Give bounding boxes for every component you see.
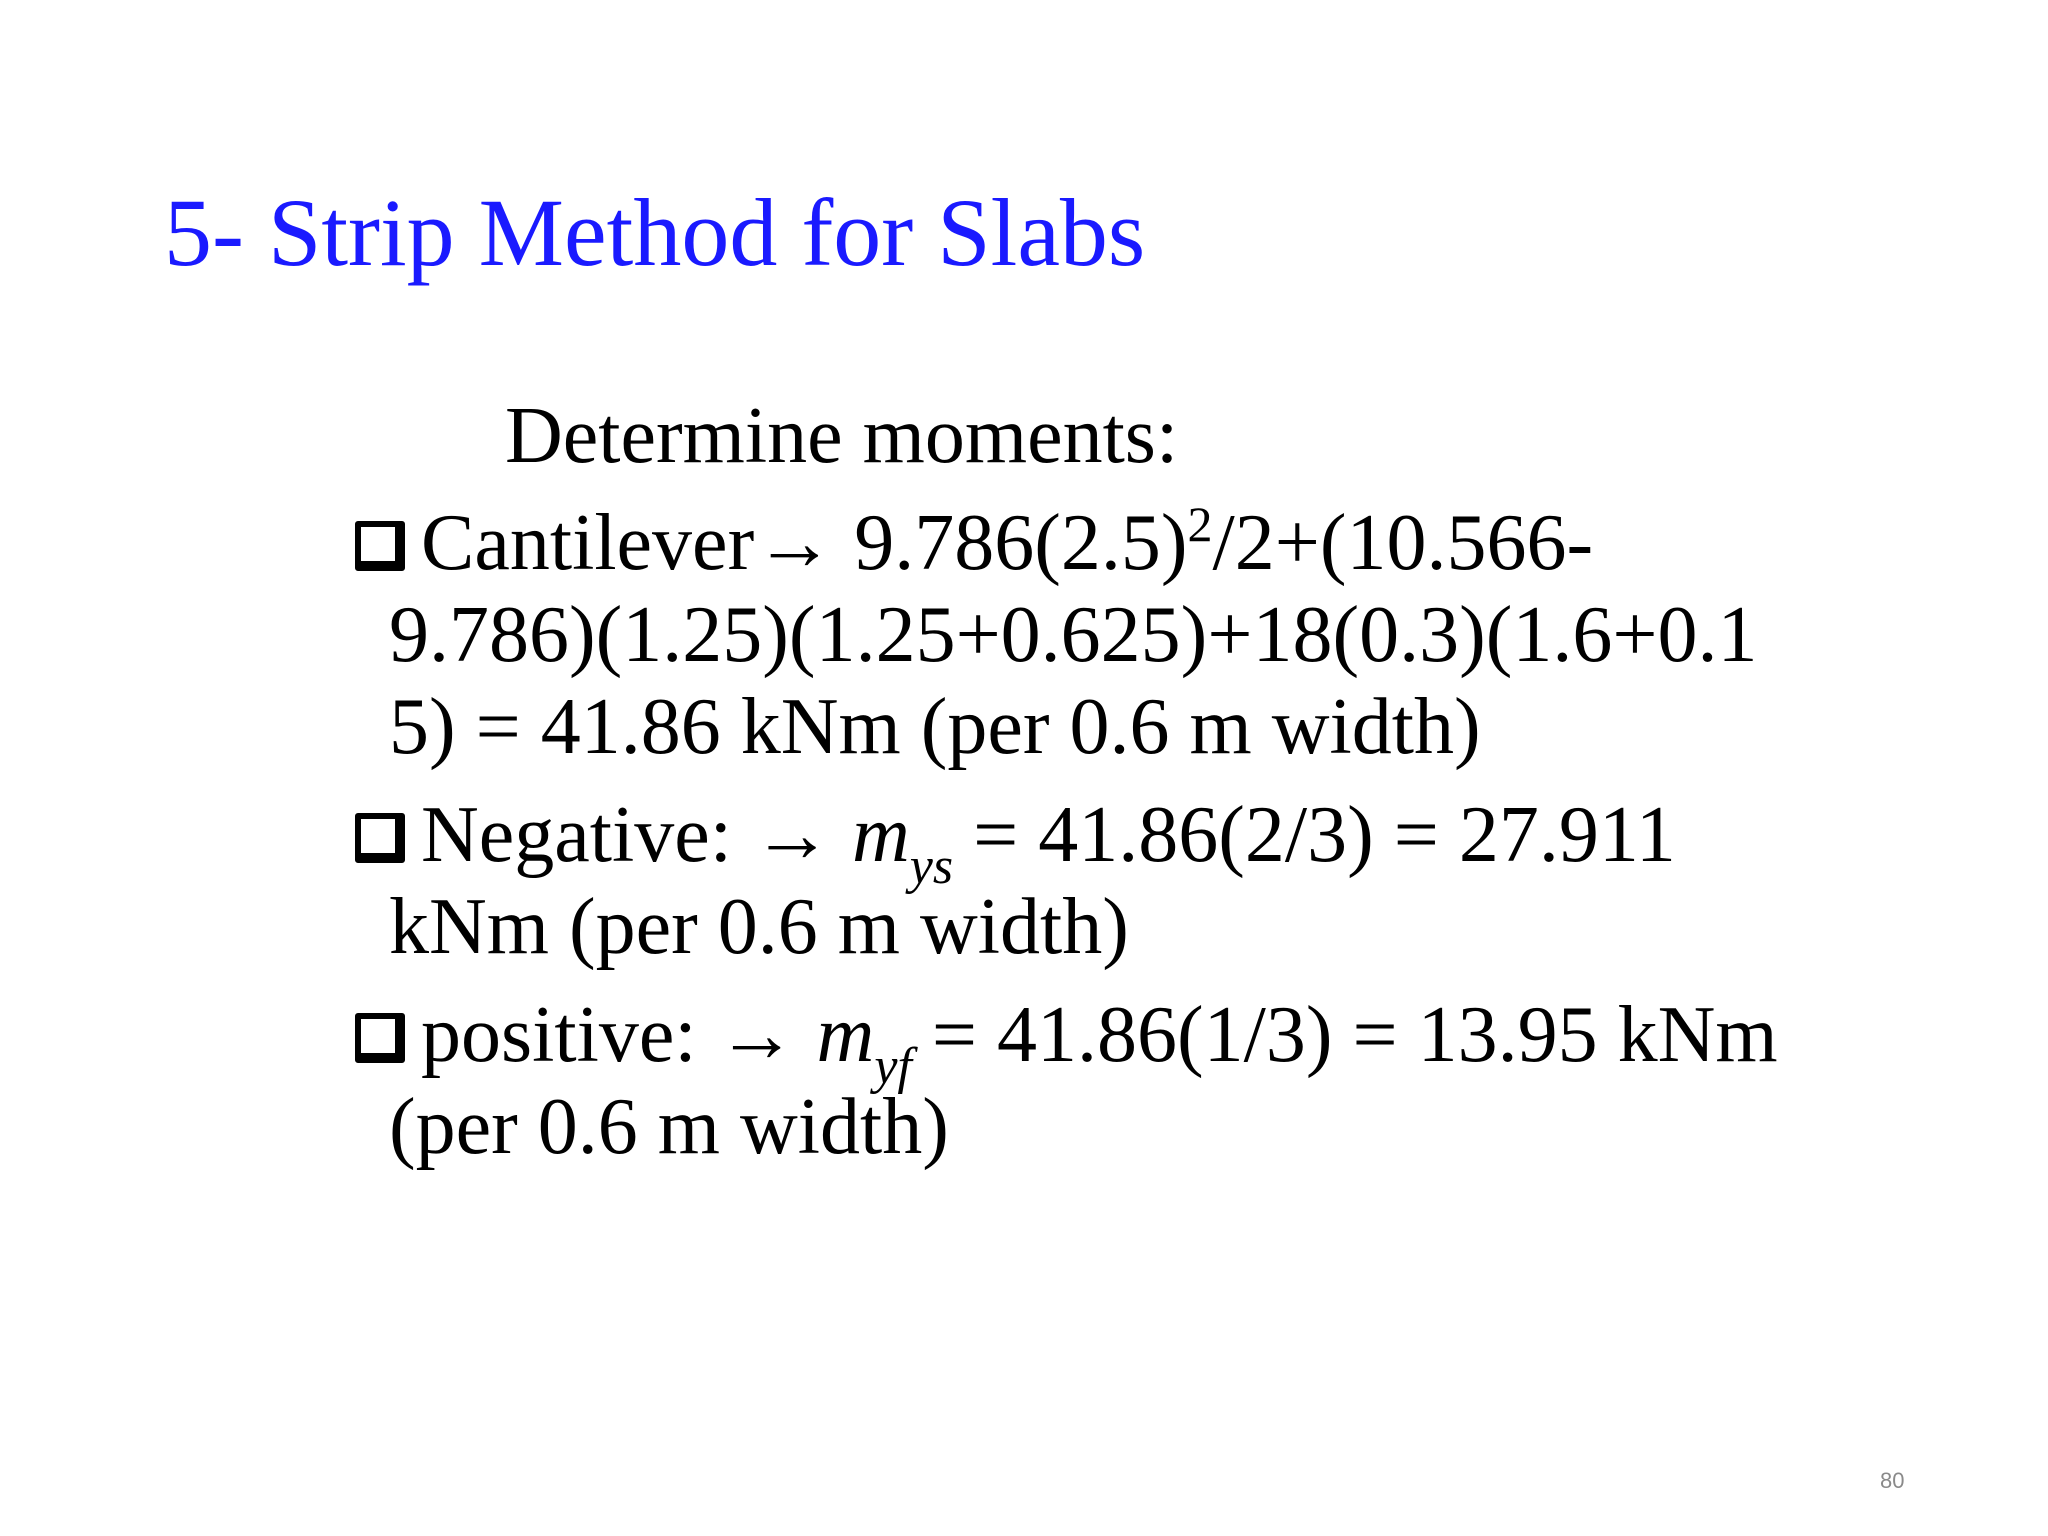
variable: m <box>816 991 875 1079</box>
bullet-list <box>355 497 1795 1189</box>
formula-line: kNm (per 0.6 m width) <box>389 883 1129 971</box>
checkbox-bullet-icon <box>355 1013 405 1063</box>
bullet-item-negative <box>355 789 1795 973</box>
formula-line: (per 0.6 m width) <box>389 1083 949 1171</box>
checkbox-bullet-icon <box>355 521 405 571</box>
arrow-icon: → <box>696 991 817 1079</box>
intro-text: Determine moments: <box>505 392 1179 480</box>
arrow-icon: → <box>731 791 852 879</box>
formula-part: /2+(10.566- <box>1212 499 1594 587</box>
bullet-label: Negative: <box>421 791 732 879</box>
bullet-item-positive <box>355 989 1795 1173</box>
formula-line: 9.786)(1.25)(1.25+0.625)+18(0.3)(1.6+0.1 <box>389 591 1758 679</box>
slide-title: 5- Strip Method for Slabs <box>164 179 1146 286</box>
formula-line: 5) = 41.86 kNm (per 0.6 m width) <box>389 683 1481 771</box>
superscript: 2 <box>1187 496 1213 552</box>
variable: m <box>851 791 910 879</box>
subscript: yf <box>874 1038 912 1095</box>
checkbox-bullet-icon <box>355 813 405 863</box>
formula-part: = 41.86(2/3) = 27.911 <box>953 791 1676 879</box>
formula-part: 9.786(2.5) <box>834 499 1188 587</box>
arrow-icon: → <box>754 499 835 587</box>
bullet-label: Cantilever <box>421 499 755 587</box>
subscript: ys <box>909 838 954 895</box>
page-number: 80 <box>1880 1468 1905 1493</box>
bullet-label: positive: <box>421 991 697 1079</box>
formula-part: = 41.86(1/3) = 13.95 kNm <box>911 991 1778 1079</box>
bullet-item-cantilever <box>355 497 1795 773</box>
